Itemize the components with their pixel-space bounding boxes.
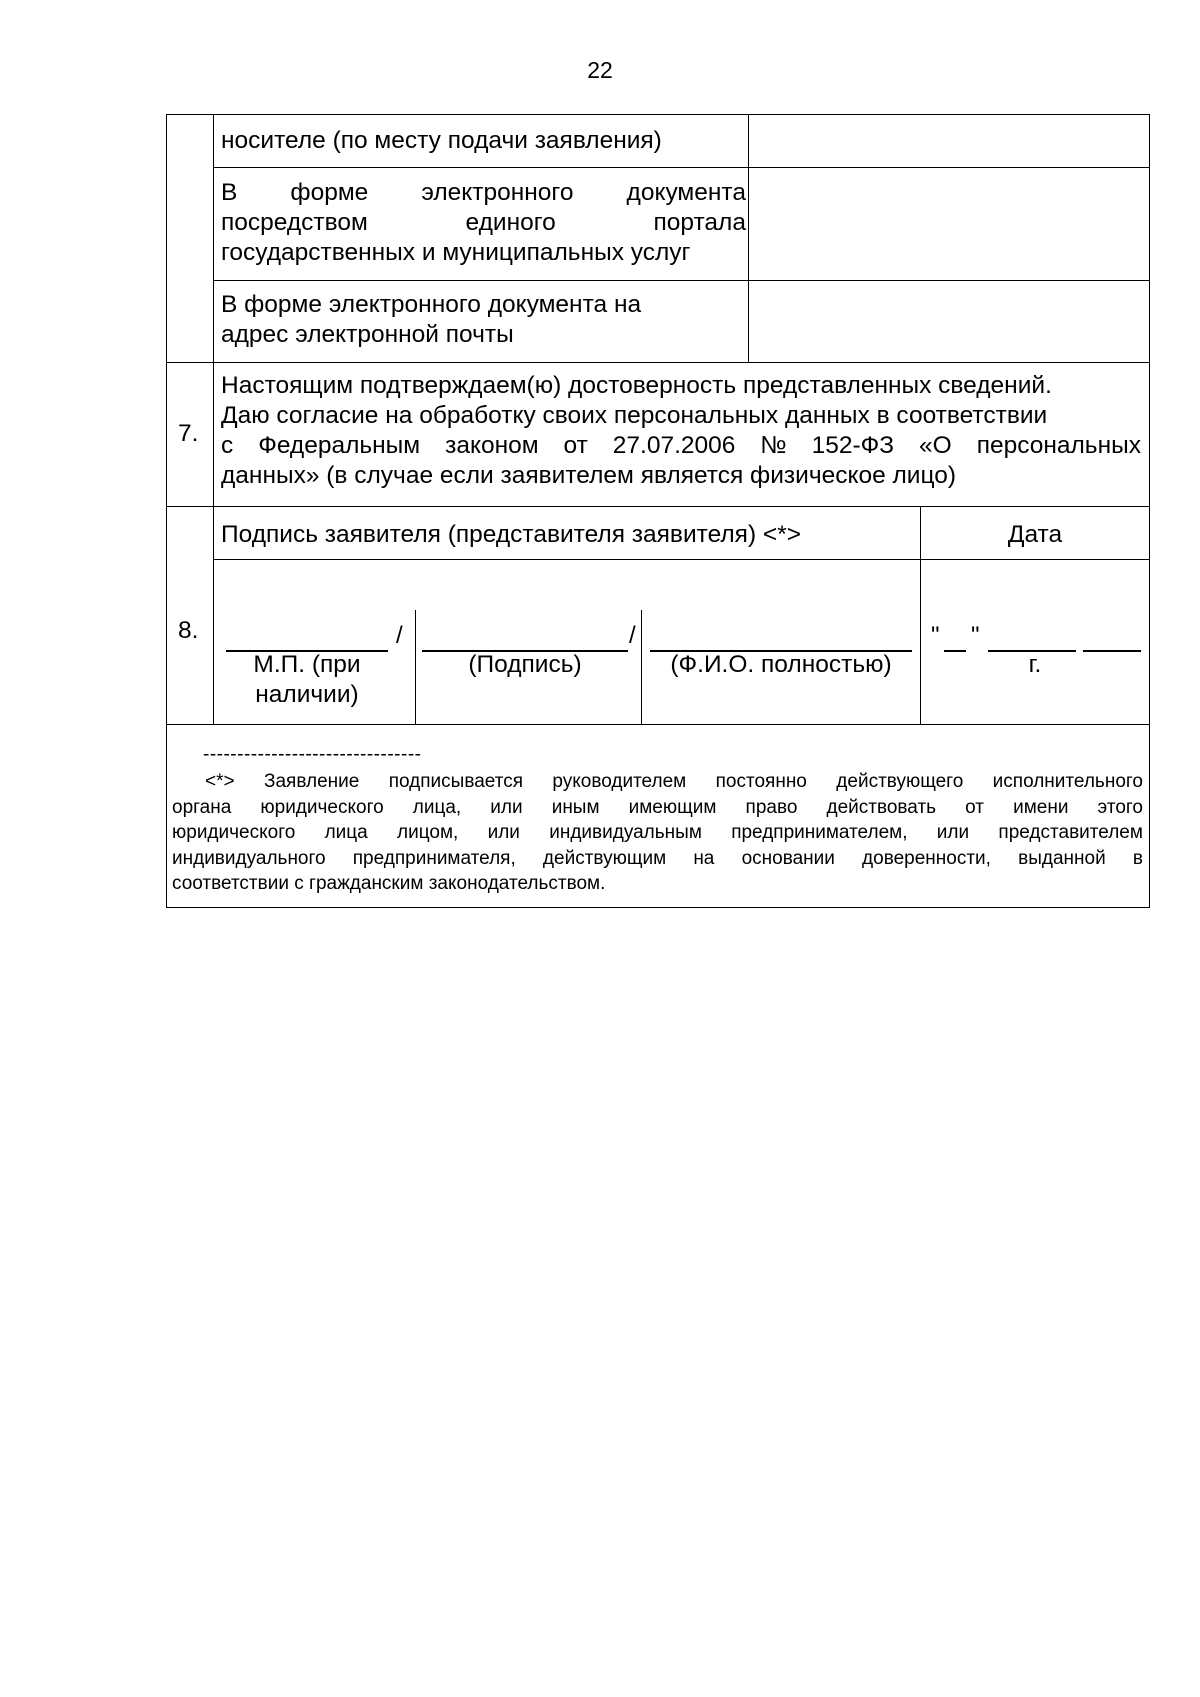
portal-line-2: посредством единого портала [221,209,746,236]
footnote-line-5: соответствии с гражданским законодательством. [172,873,606,894]
date-quote-close: " [971,622,980,649]
application-form-table [166,114,1150,908]
slash-1: / [396,622,403,649]
delivery-option-portal-label [221,178,746,268]
portal-line-3: государственных и муниципальных услуг [221,239,691,266]
date-quote-open: " [931,622,940,649]
delivery-option-email-label: В форме электронного документа на адрес электронной почты [221,291,642,348]
section-8-number: 8. [178,617,199,644]
section-7-number: 7. [178,420,199,447]
footnote-line-3: юридического лица лицом, или индивидуальным предпринимателем, или представителем [172,822,1143,843]
footnote-separator: -------------------------------- [203,744,422,765]
date-header: Дата [1007,521,1063,548]
consent-statement: Настоящим подтверждаем(ю) достоверность представленных сведений. Даю согласие на обработку своих персональных данных в соответствии с Федеральным законом от 27.07.2006 № 152-ФЗ «О персональных данных» (в случае если заявителем является физическое лицо) [221,372,1141,489]
year-caption: г. [1028,651,1042,678]
delivery-option-paper-label: носителе (по месту подачи заявления) [221,127,662,154]
stamp-caption: М.П. (при наличии) [253,651,361,708]
footnote-text [172,769,1143,897]
slash-2: / [629,622,636,649]
consent-line-3: с Федеральным законом от 27.07.2006 № 152-ФЗ «О персональных [221,432,1141,459]
fullname-caption: (Ф.И.О. полностью) [670,651,892,678]
signature-header: Подпись заявителя (представителя заявителя) <*> [221,521,802,548]
delivery-option-paper-value[interactable] [221,114,222,115]
footnote-line-1: <*> Заявление подписывается руководителем постоянно действующего исполнительного [205,771,1143,792]
portal-line-1: В форме электронного документа [221,179,746,206]
footnote-line-2: органа юридического лица, или иным имеющим право действовать от имени этого [172,796,1143,818]
page-number: 22 [587,57,613,83]
footnote-line-4: индивидуального предпринимателя, действующим на основании доверенности, выданной в [172,847,1143,869]
signature-caption: (Подпись) [468,651,582,678]
